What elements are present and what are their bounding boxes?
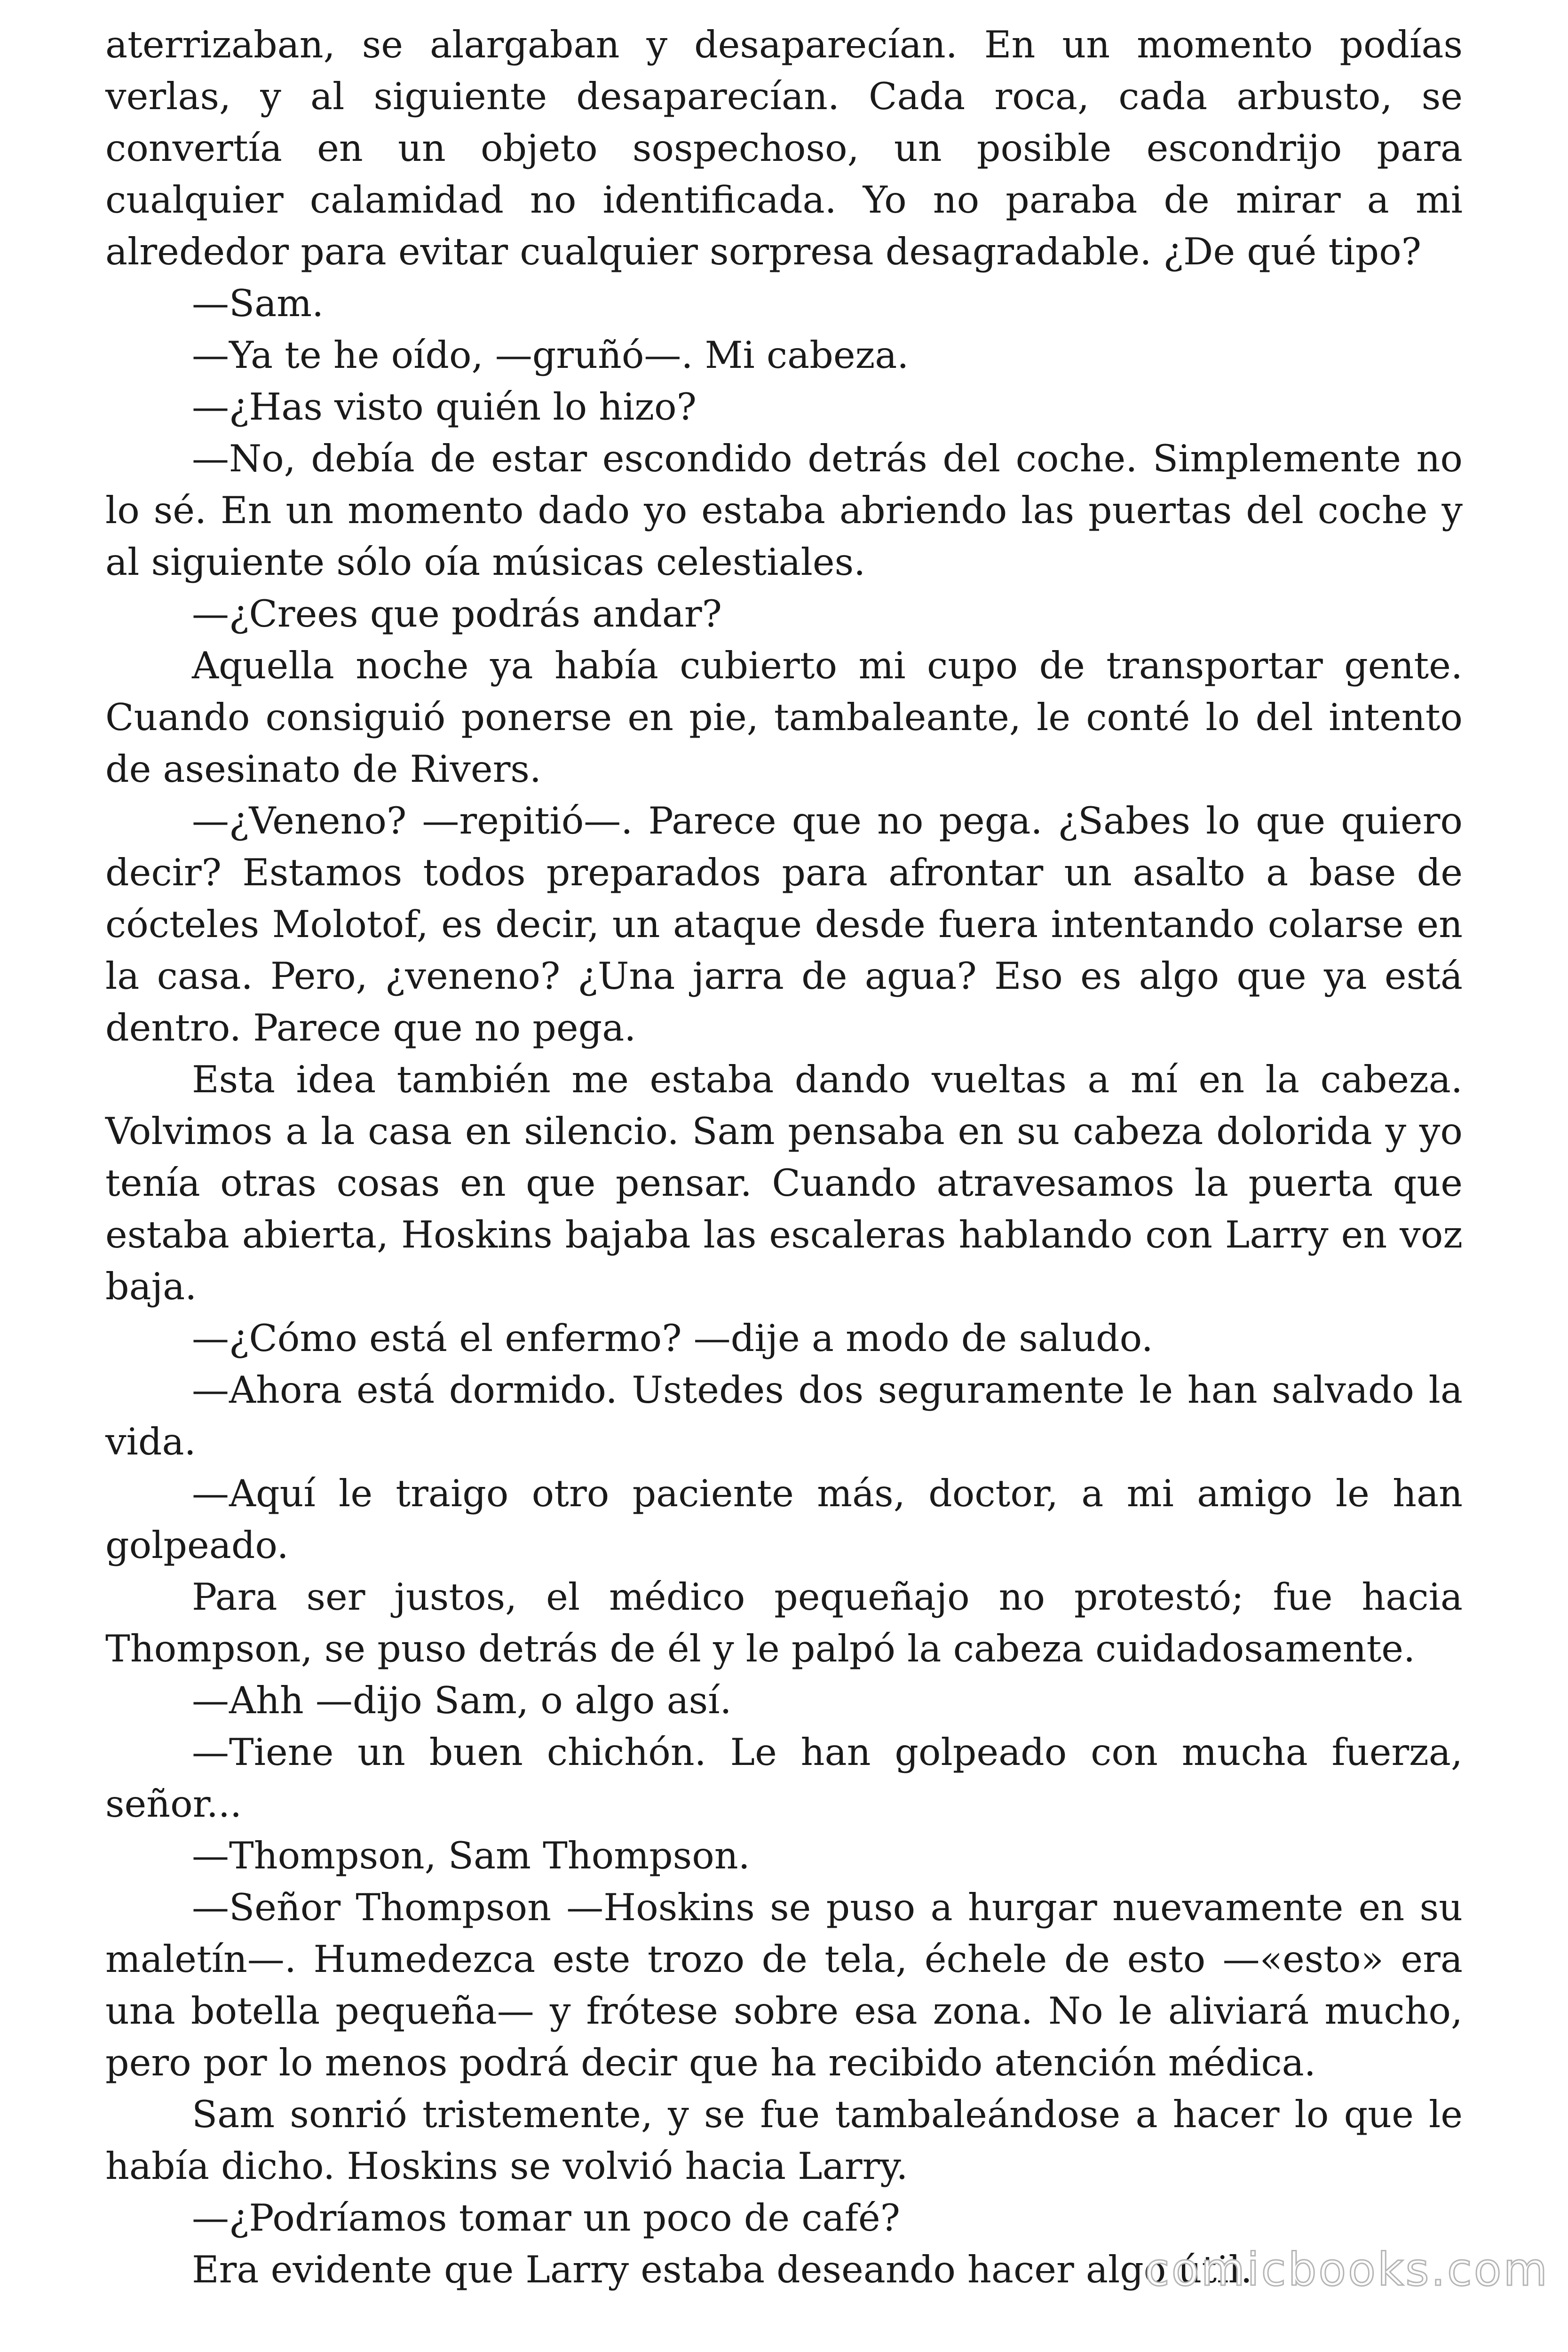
- paragraph-18: Sam sonrió tristemente, y se fue tambaleándose a hacer lo que le había dicho. Hoskins se volvió hacia Larry.: [105, 2093, 1463, 2188]
- paragraph-15: —Tiene un buen chichón. Le han golpeado con mucha fuerza, señor...: [105, 1731, 1463, 1826]
- paragraph-12: —Aquí le traigo otro paciente más, doctor, a mi amigo le han golpeado.: [105, 1472, 1463, 1567]
- paragraph-10: —¿Cómo está el enfermo? —dije a modo de saludo.: [192, 1317, 1153, 1360]
- paragraph-8: —¿Veneno? —repitió—. Parece que no pega. ¿Sabes lo que quiero decir? Estamos todos preparados para afrontar un asalto a base de cócteles Molotof, es decir, un ataque desde fuera intentando colarse en la casa. Pero, ¿veneno? ¿Una jarra de agua? Eso es algo que ya está dentro. Parece que no pega.: [105, 799, 1463, 1049]
- paragraph-13: Para ser justos, el médico pequeñajo no protestó; fue hacia Thompson, se puso detrás de él y le palpó la cabeza cuidadosamente.: [105, 1575, 1463, 1670]
- paragraph-4: —¿Has visto quién lo hizo?: [192, 385, 697, 429]
- watermark: comicbooks.com: [1144, 2243, 1549, 2296]
- paragraph-17: —Señor Thompson —Hoskins se puso a hurgar nuevamente en su maletín—. Humedezca este trozo de tela, échele de esto —«esto» era una botella pequeña— y frótese sobre esa zona. No le aliviará mucho, pero por lo menos podrá decir que ha recibido atención médica.: [105, 1886, 1463, 2084]
- paragraph-3: —Ya te he oído, —gruñó—. Mi cabeza.: [192, 334, 909, 377]
- paragraph-16: —Thompson, Sam Thompson.: [192, 1834, 750, 1877]
- paragraph-7: Aquella noche ya había cubierto mi cupo de transportar gente. Cuando consiguió ponerse en pie, tambaleante, le conté lo del intento de asesinato de Rivers.: [105, 644, 1463, 791]
- paragraph-11: —Ahora está dormido. Ustedes dos seguramente le han salvado la vida.: [105, 1368, 1463, 1463]
- paragraph-5: —No, debía de estar escondido detrás del coche. Simplemente no lo sé. En un momento dado yo estaba abriendo las puertas del coche y al siguiente sólo oía músicas celestiales.: [105, 437, 1463, 584]
- paragraph-6: —¿Crees que podrás andar?: [192, 592, 722, 636]
- paragraph-2: —Sam.: [192, 282, 324, 325]
- book-page: [105, 19, 1463, 2296]
- paragraph-20: Era evidente que Larry estaba deseando hacer algo útil.: [192, 2248, 1252, 2291]
- paragraph-14: —Ahh —dijo Sam, o algo así.: [192, 1679, 732, 1722]
- paragraph-9: Esta idea también me estaba dando vueltas a mí en la cabeza. Volvimos a la casa en silencio. Sam pensaba en su cabeza dolorida y yo tenía otras cosas en que pensar. Cuando atravesamos la puerta que estaba abierta, Hoskins bajaba las escaleras hablando con Larry en voz baja.: [105, 1058, 1463, 1308]
- paragraph-19: —¿Podríamos tomar un poco de café?: [192, 2196, 900, 2240]
- paragraph-1: aterrizaban, se alargaban y desaparecían. En un momento podías verlas, y al siguiente desaparecían. Cada roca, cada arbusto, se convertía en un objeto sospechoso, un posible escondrijo para cualquier calamidad no identificada. Yo no paraba de mirar a mi alrededor para evitar cualquier sorpresa desagradable. ¿De qué tipo?: [105, 23, 1463, 273]
